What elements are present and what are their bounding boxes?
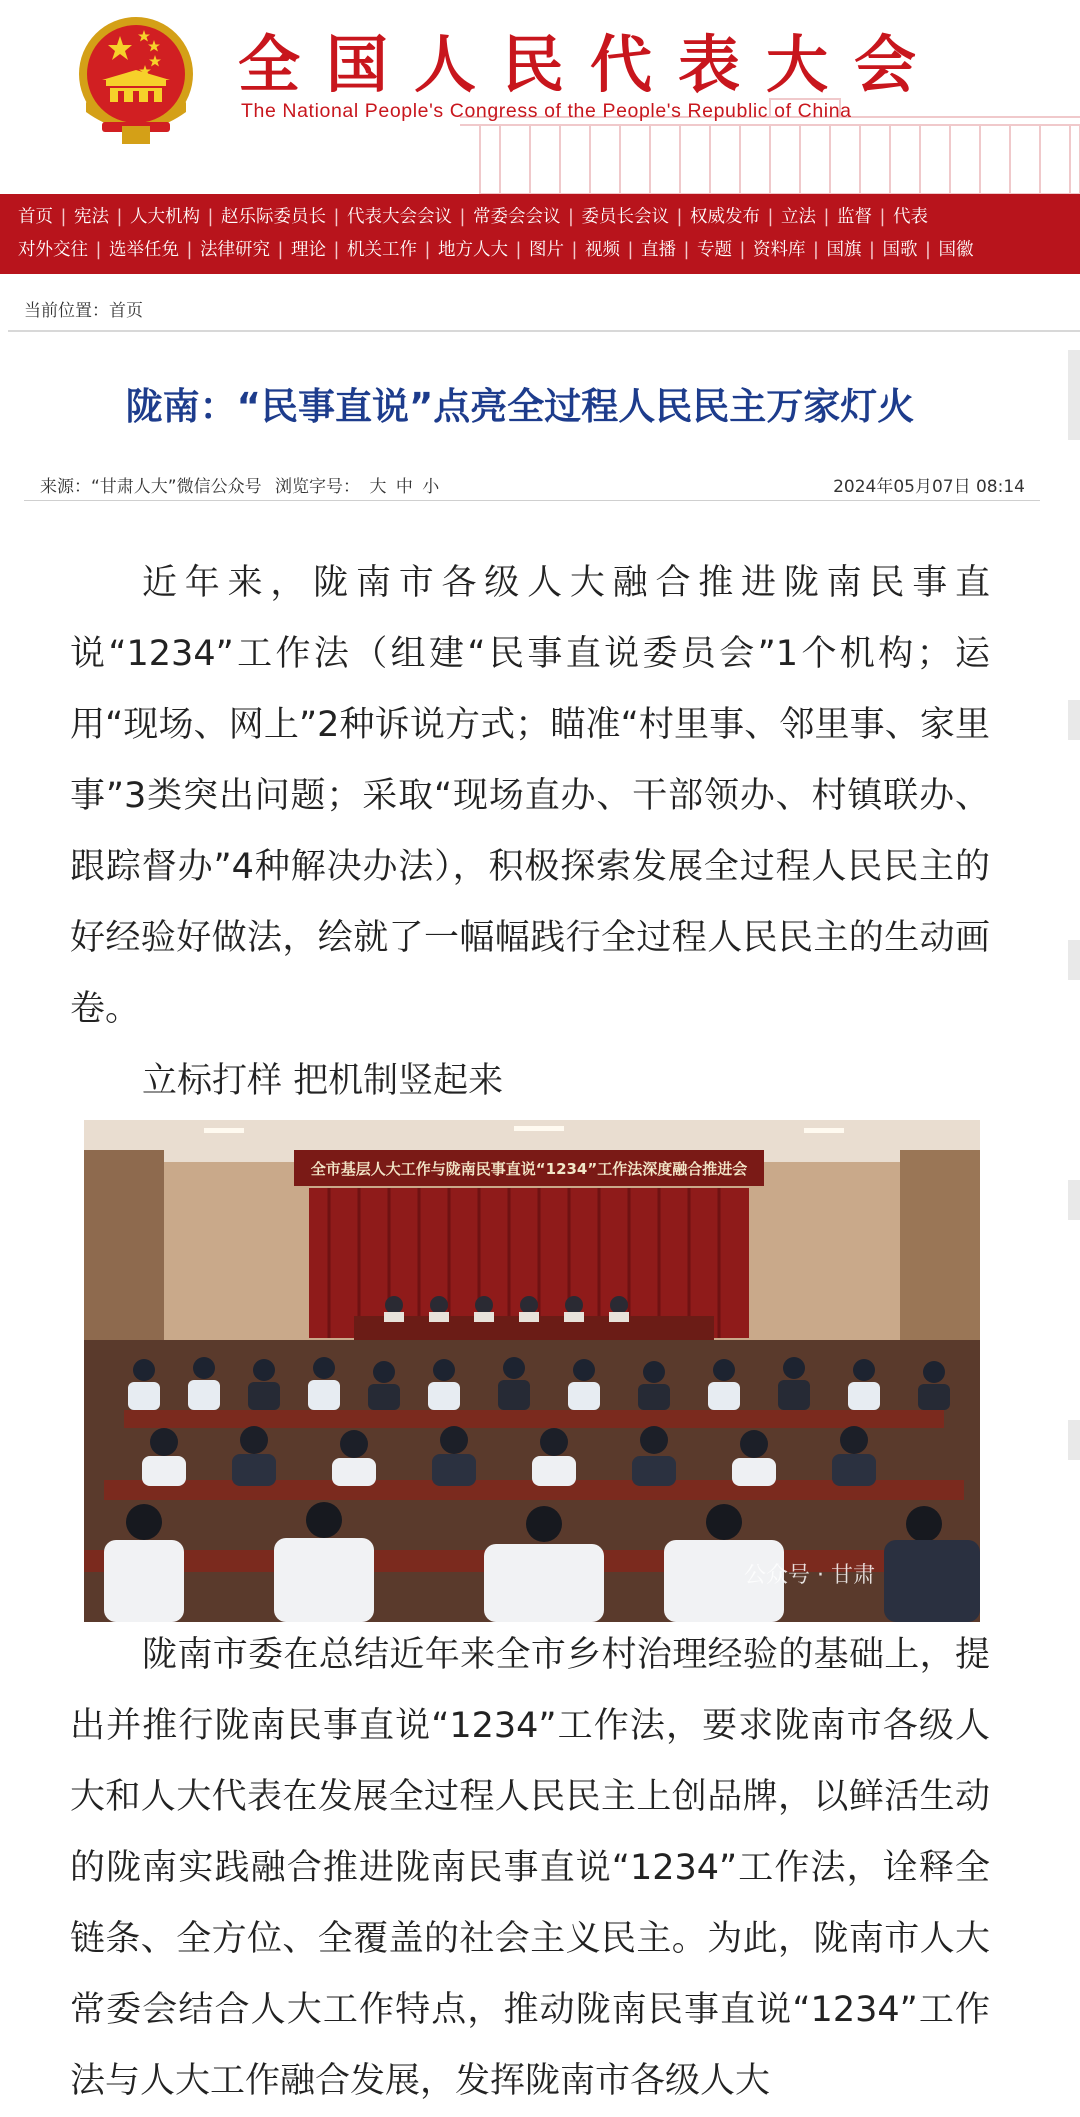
nav-separator: | (767, 207, 774, 227)
nav-separator: | (869, 240, 875, 260)
side-panel-edge (1068, 350, 1080, 440)
font-size-label: 浏览字号： (275, 477, 361, 497)
meeting-photo (84, 1120, 980, 1622)
nav-row-2 (18, 235, 974, 265)
breadcrumb (24, 296, 143, 321)
breadcrumb-label: 当前位置： (24, 301, 109, 321)
nav-separator: | (424, 240, 431, 260)
nav-item-national-anthem[interactable]: 国歌 (882, 240, 918, 260)
nav-item-database[interactable]: 资料库 (753, 240, 806, 260)
nav-separator: | (515, 240, 522, 260)
font-size-medium-button[interactable]: 中 (395, 477, 413, 497)
nav-item-chairmen-council[interactable]: 委员长会议 (581, 207, 669, 227)
article-meta (40, 472, 439, 497)
article-title: 陇南：“民事直说”点亮全过程人民民主万家灯火 (125, 385, 915, 428)
breadcrumb-home-link[interactable]: 首页 (109, 301, 143, 321)
photo-watermark: 公众号 · 甘肃 (744, 1563, 875, 1588)
nav-separator: | (95, 240, 102, 260)
nav-item-office-work[interactable]: 机关工作 (347, 240, 417, 260)
nav-separator: | (676, 207, 683, 227)
nav-item-home[interactable]: 首页 (18, 207, 53, 227)
site-header (0, 0, 1080, 194)
nav-separator: | (459, 207, 466, 227)
national-emblem-logo (72, 14, 200, 144)
site-subtitle: The National People's Congress of the People's Republic of China (241, 100, 852, 122)
nav-item-congress-sessions[interactable]: 代表大会会议 (347, 207, 452, 227)
nav-separator: | (568, 207, 574, 227)
nav-separator: | (879, 207, 886, 227)
nav-item-elections[interactable]: 选举任免 (109, 240, 179, 260)
nav-item-deputies[interactable]: 代表 (893, 207, 928, 227)
nav-separator: | (813, 240, 819, 260)
nav-item-national-flag[interactable]: 国旗 (826, 240, 862, 260)
font-size-large-button[interactable]: 大 (369, 477, 387, 497)
nav-item-live[interactable]: 直播 (641, 240, 676, 260)
side-panel-edge (1068, 700, 1080, 740)
nav-item-theory[interactable]: 理论 (291, 240, 326, 260)
nav-item-constitution[interactable]: 宪法 (74, 207, 109, 227)
divider (8, 330, 1080, 332)
nav-item-supervision[interactable]: 监督 (837, 207, 872, 227)
nav-row-1 (18, 202, 928, 232)
nav-item-topics[interactable]: 专题 (697, 240, 732, 260)
nav-item-legal-research[interactable]: 法律研究 (200, 240, 270, 260)
nav-item-npc-organs[interactable]: 人大机构 (130, 207, 200, 227)
side-panel-edge (1068, 940, 1080, 980)
side-panel-edge (1068, 1420, 1080, 1460)
site-title: 全国人民代表大会 (238, 28, 943, 101)
nav-item-videos[interactable]: 视频 (585, 240, 620, 260)
nav-item-legislation[interactable]: 立法 (781, 207, 816, 227)
nav-separator: | (683, 240, 690, 260)
nav-separator: | (925, 240, 931, 260)
divider (24, 500, 1040, 501)
nav-separator: | (739, 240, 746, 260)
nav-separator: | (186, 240, 193, 260)
main-navigation (0, 194, 1080, 274)
photo-banner-text: 全市基层人大工作与陇南民事直说“1234”工作法深度融合推进会 (310, 1160, 748, 1178)
article-source: 来源：“甘肃人大”微信公众号 (40, 477, 262, 497)
nav-item-chairman[interactable]: 赵乐际委员长 (221, 207, 326, 227)
nav-separator: | (333, 240, 340, 260)
article-paragraph-1: 近年来，陇南市各级人大融合推进陇南民事直说“1234”工作法（组建“民事直说委员会”1个机构；运用“现场、网上”2种诉说方式；瞄准“村里事、邻里事、家里事”3类突出问题；采取“现场直办、干部领办、村镇联办、跟踪督办”4种解决办法），积极探索发展全过程人民民主的好经验好做法，绘就了一幅幅践行全过程人民民主的生动画卷。 (70, 563, 990, 1029)
nav-separator: | (207, 207, 214, 227)
nav-separator: | (571, 240, 578, 260)
article-paragraph-2: 陇南市委在总结近年来全市乡村治理经验的基础上，提出并推行陇南民事直说“1234”工作法，要求陇南市各级人大和人大代表在发展全过程人民民主上创品牌，以鲜活生动的陇南实践融合推进陇南民事直说“1234”工作法，诠释全链条、全方位、全覆盖的社会主义民主。为此，陇南市人大常委会结合人大工作特点，推动陇南民事直说“1234”工作法与人大工作融合发展，发挥陇南市各级人大 (70, 1635, 990, 2101)
nav-separator: | (333, 207, 340, 227)
nav-separator: | (627, 240, 634, 260)
nav-item-local-npc[interactable]: 地方人大 (438, 240, 508, 260)
nav-separator: | (116, 207, 123, 227)
article-date: 2024年05月07日 08:14 (833, 477, 1025, 497)
nav-item-standing-committee[interactable]: 常委会会议 (473, 207, 561, 227)
nav-item-pictures[interactable]: 图片 (529, 240, 564, 260)
nav-separator: | (60, 207, 67, 227)
nav-separator: | (277, 240, 284, 260)
font-size-small-button[interactable]: 小 (422, 477, 440, 497)
article-subheading: 立标打样 把机制竖起来 (142, 1061, 504, 1101)
side-panel-edge (1068, 1180, 1080, 1220)
nav-item-foreign-affairs[interactable]: 对外交往 (18, 240, 88, 260)
nav-item-releases[interactable]: 权威发布 (690, 207, 760, 227)
nav-item-national-emblem[interactable]: 国徽 (938, 240, 974, 260)
nav-separator: | (823, 207, 830, 227)
